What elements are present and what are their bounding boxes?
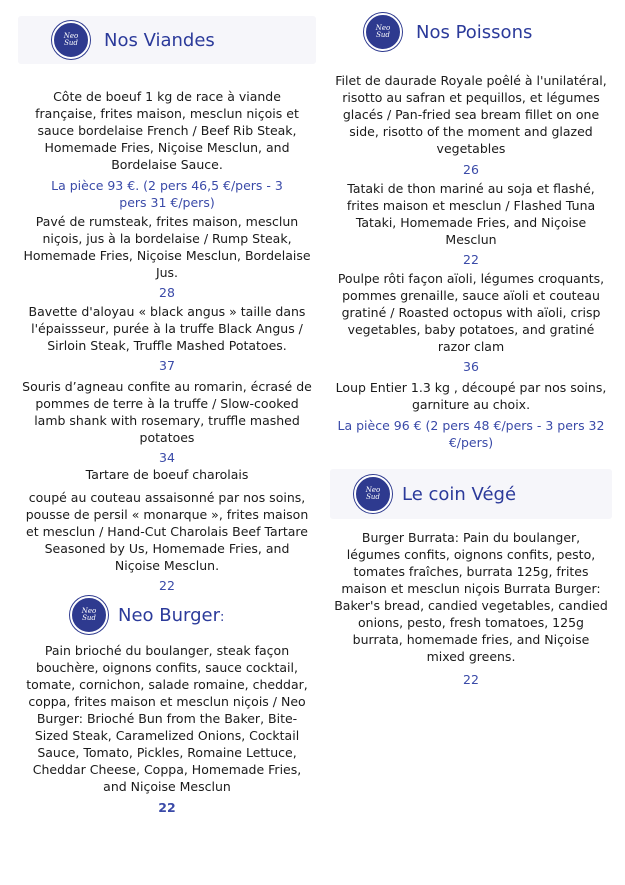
item-price: 22	[158, 800, 176, 815]
section-header-poissons	[330, 8, 612, 56]
section-title-burger: Neo Burger:	[118, 604, 225, 626]
menu-item	[330, 72, 612, 178]
section-title-viandes: Nos Viandes	[104, 29, 215, 51]
right-column	[330, 0, 612, 688]
item-description: Bavette d'aloyau « black angus » taille dans l'épaissseur, purée à la truffe Black Angus / Sirloin Steak, Truffle Mashed Potatoes.	[28, 304, 306, 353]
menu-item	[330, 529, 612, 688]
left-column	[18, 0, 316, 816]
item-description: coupé au couteau assaisonné par nos soins, pousse de persil « monarque », frites maison et mesclun / Hand-Cut Charolais Beef Tartare Seasoned by Us, Homemade Fries, and Niçoise Mesclun.	[25, 490, 309, 573]
item-description: Poulpe rôti façon aïoli, légumes croquants, pommes grenaille, sauce aïoli et couteau gratiné / Roasted octopus with aïoli, crisp vegetables, baby potatoes, and gratiné razor clam	[337, 271, 605, 354]
item-price: 37	[159, 358, 175, 373]
menu-item	[18, 303, 316, 374]
neo-sud-logo-icon: Neo Sud	[52, 21, 90, 59]
neo-sud-logo-icon: Neo Sud	[70, 596, 108, 634]
item-price: 26	[463, 162, 479, 177]
menu-item	[18, 378, 316, 466]
item-price: La pièce 93 €. (2 pers 46,5 €/pers - 3 pers 31 €/pers)	[51, 178, 283, 210]
neo-sud-logo-icon: Neo Sud	[354, 475, 392, 513]
menu-item	[330, 379, 612, 451]
item-description: Loup Entier 1.3 kg , découpé par nos soins, garniture au choix.	[335, 380, 607, 412]
item-description: Tataki de thon mariné au soja et flashé, frites maison et mesclun / Flashed Tuna Tataki, Homemade Fries, and Niçoise Mesclun	[346, 181, 596, 247]
menu-item	[330, 270, 612, 375]
section-header-burger	[18, 594, 316, 636]
section-title-poissons: Nos Poissons	[416, 21, 533, 43]
item-description: Pain brioché du boulanger, steak façon bouchère, oignons confits, sauce cocktail, tomate, cornichon, salade romaine, cheddar, coppa, frites maison et mesclun niçois / Neo Burger: Brioché Bun from the Baker, Bite-Sized Steak, Caramelized Onions, Cocktail Sauce, Tomato, Pickles, Romaine Lettuce, Cheddar Cheese, Coppa, Homemade Fries, and Niçoise Mesclun	[26, 643, 308, 794]
item-description: Filet de daurade Royale poêlé à l'unilatéral, risotto au safran et pequillos, et légumes glacés / Pan-fried sea bream fillet on one side, risotto of the moment and glazed vegetables	[335, 73, 607, 156]
item-description: Souris d’agneau confite au romarin, écrasé de pommes de terre à la truffe / Slow-cooked lamb shank with rosemary, truffle mashed potatoes	[22, 379, 312, 445]
item-description: Côte de boeuf 1 kg de race à viande française, frites maison, mesclun niçois et sauce bordelaise French / Beef Rib Steak, Homemade Fries, Niçoise Mesclun, and Bordelaise Sauce.	[35, 89, 299, 172]
menu-item	[18, 88, 316, 211]
menu-item	[18, 466, 316, 594]
section-header-vege	[330, 469, 612, 519]
menu-item	[18, 213, 316, 301]
item-price: 34	[159, 450, 175, 465]
item-description: Burger Burrata: Pain du boulanger, légumes confits, oignons confits, pesto, tomates fraîches, burrata 125g, frites maison et mesclun niçois Burrata Burger: Baker's bread, candied vegetables, candied onions, pesto, fresh tomatoes, 125g burrata, homemade fries, and Niçoise mixed greens.	[334, 530, 608, 664]
item-price: La pièce 96 € (2 pers 48 €/pers - 3 pers 32 €/pers)	[337, 418, 605, 450]
menu-item	[18, 642, 316, 816]
item-price: 28	[159, 285, 175, 300]
item-price: 22	[463, 672, 479, 687]
section-header-viandes	[18, 16, 316, 64]
neo-sud-logo-icon: Neo Sud	[364, 13, 402, 51]
item-price: 36	[463, 359, 479, 374]
item-price: 22	[159, 578, 175, 593]
section-title-vege: Le coin Végé	[402, 483, 517, 505]
item-description: Pavé de rumsteak, frites maison, mesclun niçois, jus à la bordelaise / Rump Steak, Homemade Fries, Niçoise Mesclun, Bordelaise Jus.	[23, 214, 311, 280]
item-price: 22	[463, 252, 479, 267]
menu-item	[330, 180, 612, 268]
item-title: Tartare de boeuf charolais	[85, 467, 249, 482]
